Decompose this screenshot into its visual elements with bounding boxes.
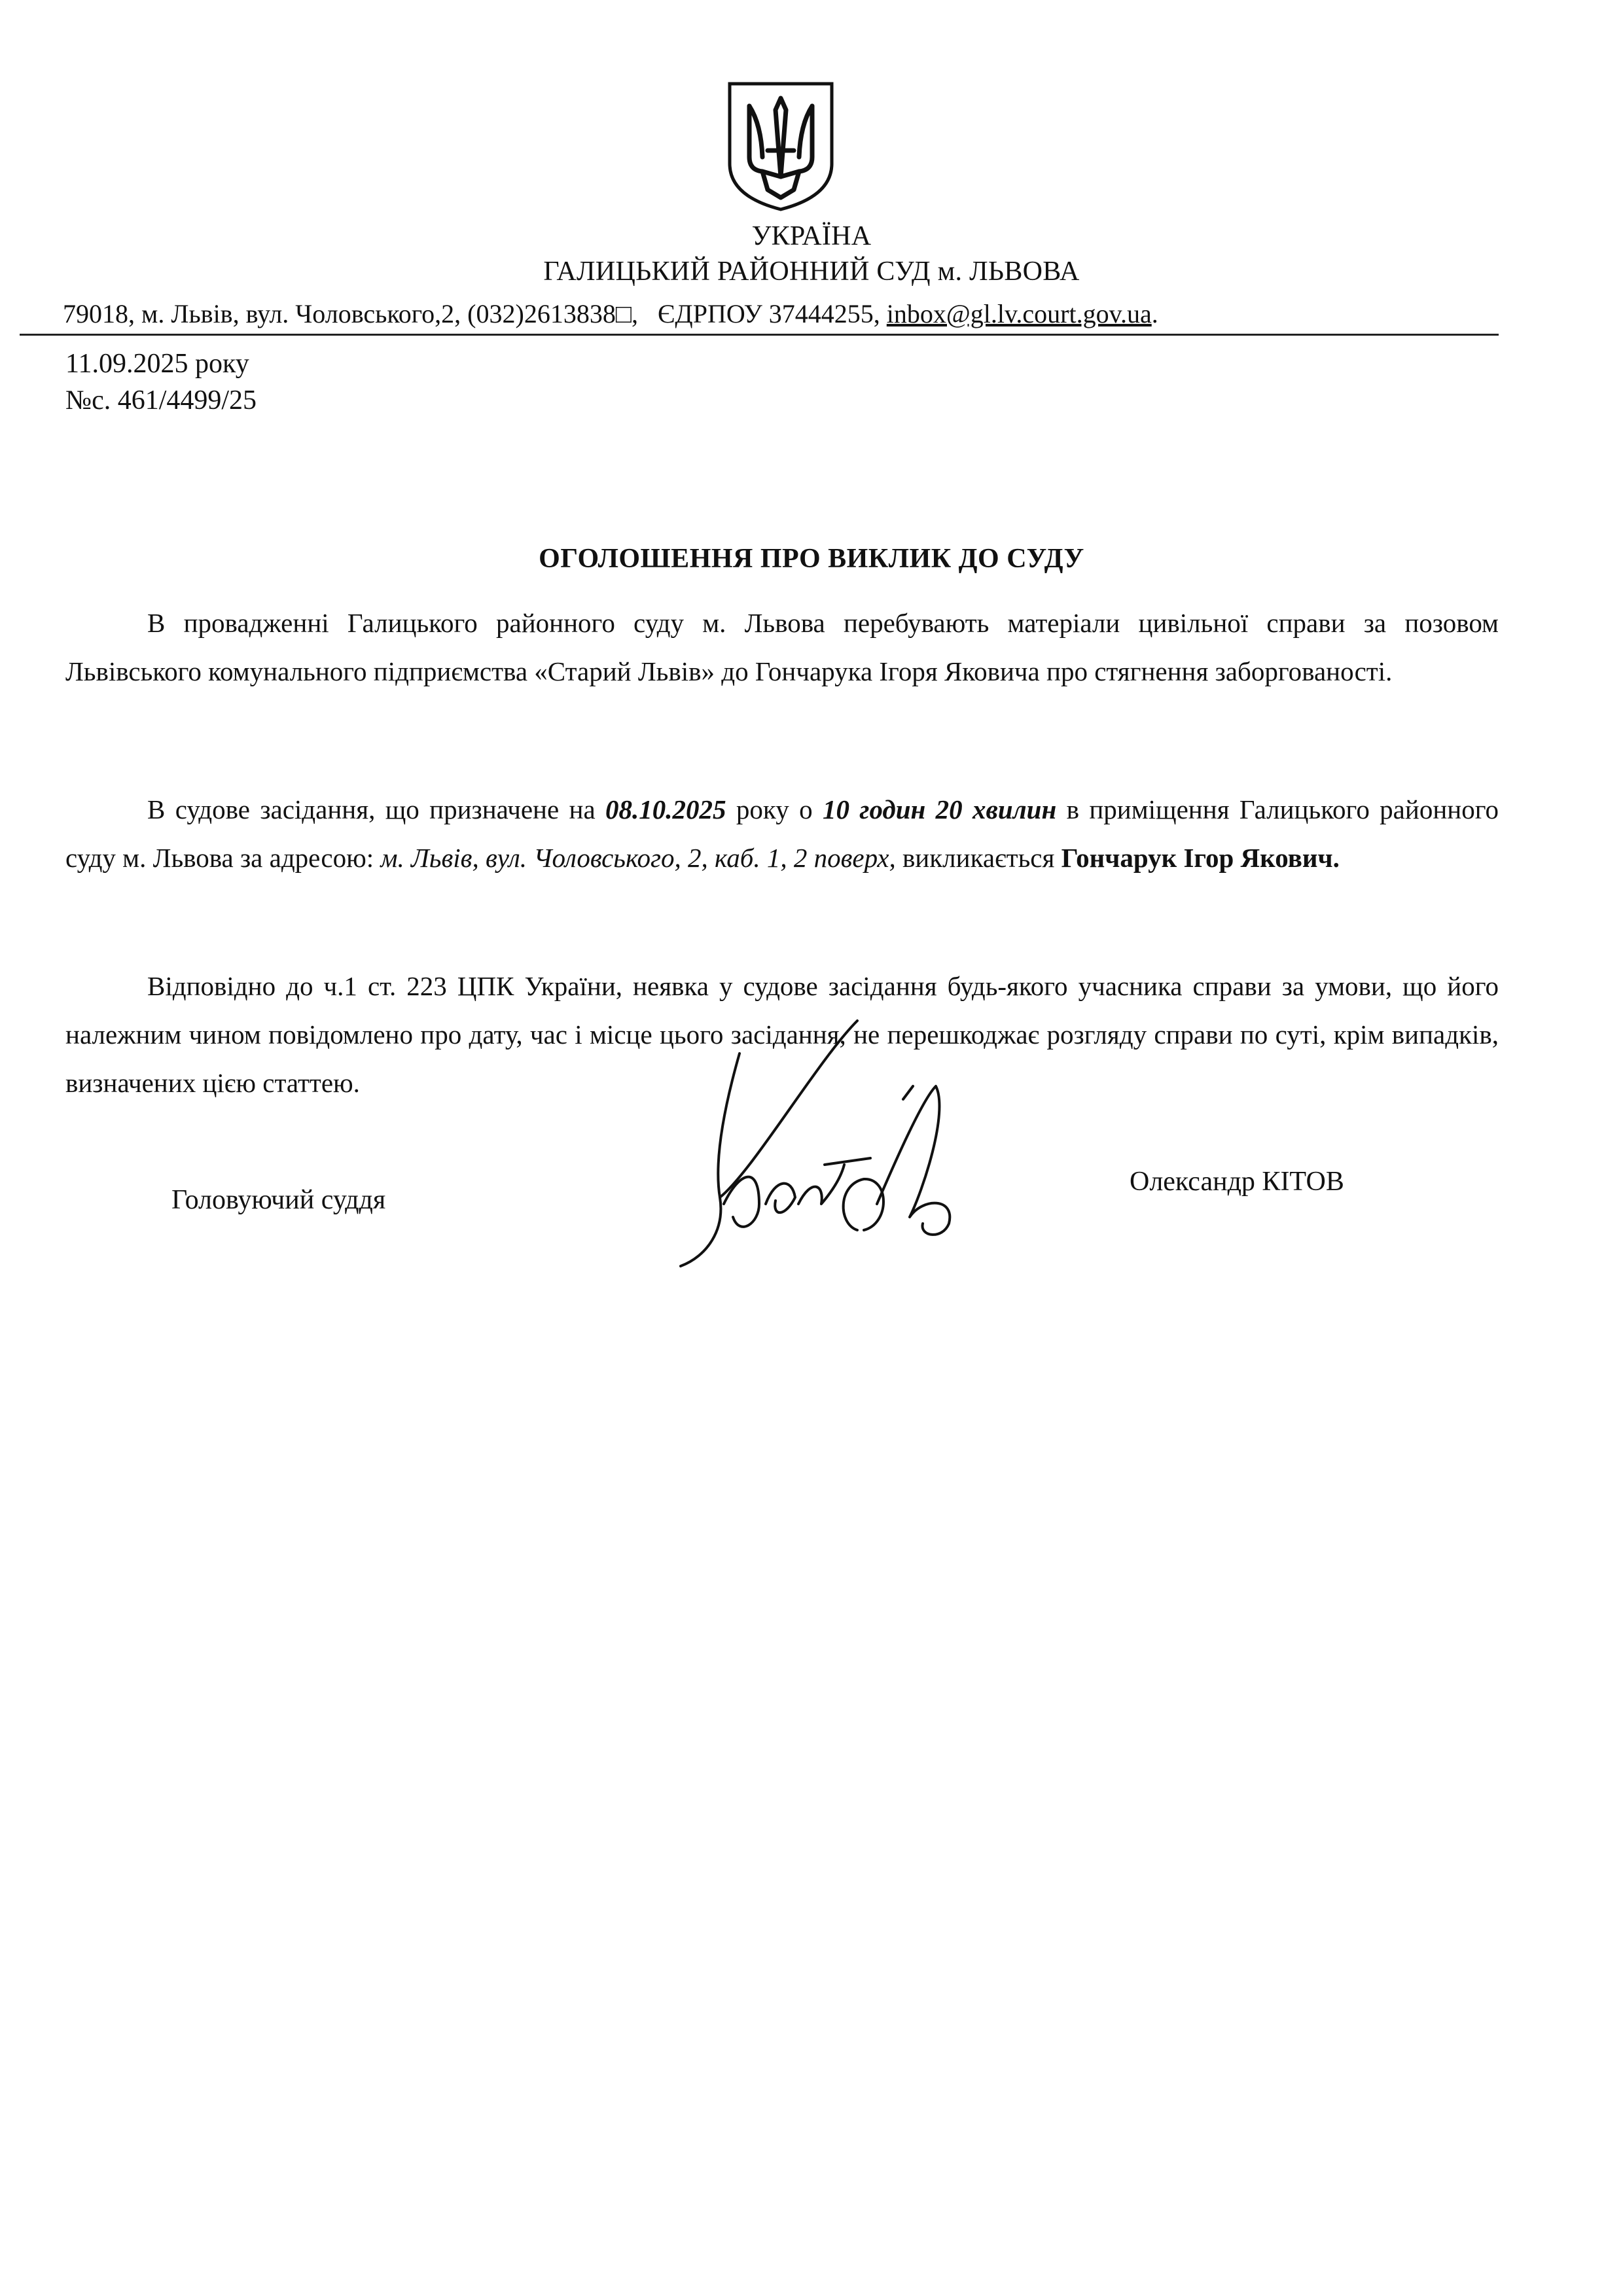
paragraph-proceedings [65, 599, 1499, 696]
paragraph-hearing: В судове засідання, що призначене на 08.10.2025 року о 10 годин 20 хвилин в приміщення Галицького районного суду м. Львова за адресою: м. Львів, вул. Чоловського, 2, каб. 1, 2 поверх, викликається Гончарук Ігор Якович. [65, 794, 1499, 873]
court-address: 79018, м. Львів, вул. Чоловського,2, (032)2613838 [63, 299, 616, 328]
court-edrpou: ЄДРПОУ 37444255, [658, 299, 880, 328]
paragraph-proceedings-text: В провадженні Галицького районного суду м. Львова перебувають матеріали цивільної справи за позовом Львівського комунального підприємства «Старий Львів» до Гончарука Ігоря Яковича про стягнення заборгованості. [65, 608, 1499, 686]
document-date: 11.09.2025 року [65, 349, 249, 379]
trident-icon [722, 79, 840, 213]
phone-icon: □ [615, 299, 632, 328]
document-title: ОГОЛОШЕННЯ ПРО ВИКЛИК ДО СУДУ [539, 544, 1084, 574]
court-email[interactable]: inbox@gl.lv.court.gov.ua [886, 299, 1152, 328]
hearing-place: м. Львів, вул. Чоловського, 2, каб. 1, 2 поверх, [380, 843, 896, 873]
summoned-person: Гончарук Ігор Якович. [1061, 843, 1340, 873]
header-country: УКРАЇНА [751, 221, 872, 251]
case-number: №с. 461/4499/25 [65, 385, 257, 415]
header-divider [20, 334, 1499, 336]
coat-of-arms [722, 79, 840, 213]
hearing-time: 10 годин 20 хвилин [822, 794, 1057, 824]
handwritten-signature [661, 1008, 1014, 1289]
header-address-line: 79018, м. Львів, вул. Чоловського,2, (032)2613838□, ЄДРПОУ 37444255, inbox@gl.lv.court.gov.ua. [63, 299, 1158, 328]
judge-name: Олександр КІТОВ [1130, 1167, 1344, 1197]
email-period: . [1151, 299, 1158, 328]
paragraph-legal-basis-text: Відповідно до ч.1 ст. 223 ЦПК України, неявка у судове засідання будь-якого учасника справи за умови, що його належним чином повідомлено про дату, час і місце цього засідання, не перешкоджає розгляду справи по суті, крім випадків, визначених цією статтею. [65, 971, 1499, 1098]
signature-role: Головуючий суддя [171, 1185, 386, 1215]
hearing-date: 08.10.2025 [605, 794, 726, 824]
header-court-name: ГАЛИЦЬКИЙ РАЙОННИЙ СУД м. ЛЬВОВА [543, 256, 1080, 287]
